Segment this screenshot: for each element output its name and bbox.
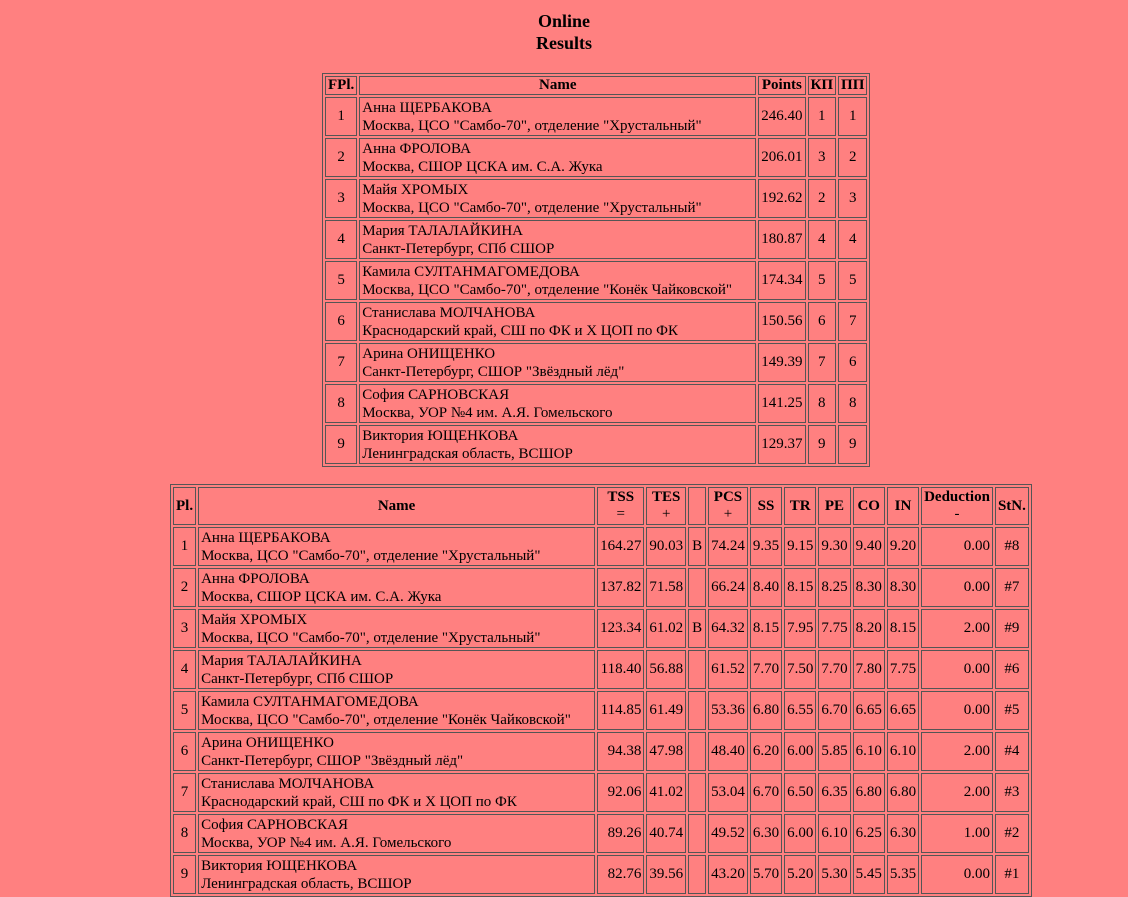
skater-cell — [198, 527, 595, 566]
skater-name[interactable]: Мария ТАЛАЛАЙКИНА — [362, 222, 524, 239]
pcs-cell: 66.24 — [708, 568, 748, 607]
tss-cell: 82.76 — [597, 855, 644, 894]
bonus-cell — [688, 650, 706, 689]
stn-cell: #6 — [995, 650, 1029, 689]
pe-cell: 6.10 — [818, 814, 850, 853]
kp-cell: 6 — [808, 302, 837, 341]
points-cell: 141.25 — [758, 384, 805, 423]
col-pp[interactable]: ПП — [838, 76, 867, 95]
skater-cell — [359, 343, 756, 382]
pe-cell: 6.35 — [818, 773, 850, 812]
place-cell: 8 — [325, 384, 357, 423]
skater-club: Москва, ЦСО "Самбо-70", отделение "Конёк Чайковской" — [201, 711, 571, 728]
in-cell: 6.30 — [887, 814, 919, 853]
col-pe[interactable]: PE — [818, 487, 850, 525]
tr-cell: 6.00 — [784, 814, 816, 853]
skater-name[interactable]: София САРНОВСКАЯ — [201, 816, 348, 833]
co-cell: 8.20 — [853, 609, 885, 648]
in-cell: 6.80 — [887, 773, 919, 812]
co-cell: 6.80 — [853, 773, 885, 812]
tr-cell: 7.95 — [784, 609, 816, 648]
kp-cell: 5 — [808, 261, 837, 300]
tss-cell: 118.40 — [597, 650, 644, 689]
deduction-cell: 2.00 — [921, 732, 993, 771]
place-cell: 8 — [173, 814, 196, 853]
place-cell: 6 — [325, 302, 357, 341]
co-cell: 6.25 — [853, 814, 885, 853]
skater-club: Москва, ЦСО "Самбо-70", отделение "Хрустальный" — [362, 199, 702, 216]
place-cell: 2 — [173, 568, 196, 607]
co-cell: 6.65 — [853, 691, 885, 730]
table-row — [325, 425, 867, 464]
skater-name[interactable]: Анна ЩЕРБАКОВА — [362, 99, 492, 116]
skater-cell — [198, 732, 595, 771]
pp-cell: 1 — [838, 97, 867, 136]
in-cell: 9.20 — [887, 527, 919, 566]
pe-cell: 7.70 — [818, 650, 850, 689]
bonus-cell: B — [688, 527, 706, 566]
deduction-cell: 2.00 — [921, 609, 993, 648]
bonus-cell — [688, 691, 706, 730]
pcs-cell: 53.36 — [708, 691, 748, 730]
pp-cell: 7 — [838, 302, 867, 341]
kp-cell: 1 — [808, 97, 837, 136]
pp-cell: 3 — [838, 179, 867, 218]
ss-cell: 6.80 — [750, 691, 782, 730]
table-row — [173, 732, 1029, 771]
skater-cell — [359, 179, 756, 218]
points-cell: 246.40 — [758, 97, 805, 136]
stn-cell: #8 — [995, 527, 1029, 566]
tss-cell: 94.38 — [597, 732, 644, 771]
place-cell: 4 — [173, 650, 196, 689]
table-row — [173, 814, 1029, 853]
skater-club: Москва, ЦСО "Самбо-70", отделение "Хрустальный" — [201, 547, 541, 564]
table-row — [325, 220, 867, 259]
col-ss[interactable]: SS — [750, 487, 782, 525]
points-cell: 192.62 — [758, 179, 805, 218]
points-cell: 149.39 — [758, 343, 805, 382]
skater-cell — [359, 97, 756, 136]
tes-cell: 71.58 — [646, 568, 686, 607]
points-cell: 129.37 — [758, 425, 805, 464]
skater-club: Москва, СШОР ЦСКА им. С.А. Жука — [201, 588, 442, 605]
skater-name[interactable]: Виктория ЮЩЕНКОВА — [201, 857, 358, 874]
skater-club: Москва, УОР №4 им. А.Я. Гомельского — [362, 404, 613, 421]
pe-cell: 5.30 — [818, 855, 850, 894]
kp-cell: 2 — [808, 179, 837, 218]
col-stn[interactable]: StN. — [995, 487, 1029, 525]
tr-cell: 8.15 — [784, 568, 816, 607]
col-kp[interactable]: КП — [808, 76, 837, 95]
place-cell: 7 — [325, 343, 357, 382]
table-row — [325, 261, 867, 300]
skater-name[interactable]: София САРНОВСКАЯ — [362, 386, 510, 403]
final-results-table — [322, 73, 870, 467]
skater-name[interactable]: Майя ХРОМЫХ — [201, 611, 308, 628]
table-row — [325, 138, 867, 177]
skater-club: Москва, ЦСО "Самбо-70", отделение "Хрустальный" — [362, 117, 702, 134]
pe-cell: 6.70 — [818, 691, 850, 730]
segment-results-table — [170, 484, 1032, 897]
col-in[interactable]: IN — [887, 487, 919, 525]
skater-cell — [198, 855, 595, 894]
skater-cell — [359, 302, 756, 341]
bonus-cell — [688, 732, 706, 771]
pp-cell: 4 — [838, 220, 867, 259]
points-cell: 174.34 — [758, 261, 805, 300]
skater-club: Краснодарский край, СШ по ФК и Х ЦОП по ФК — [362, 322, 678, 339]
skater-club: Москва, ЦСО "Самбо-70", отделение "Конёк Чайковской" — [362, 281, 732, 298]
table-row — [325, 343, 867, 382]
deduction-cell: 1.00 — [921, 814, 993, 853]
pcs-cell: 53.04 — [708, 773, 748, 812]
stn-cell: #1 — [995, 855, 1029, 894]
deduction-cell: 0.00 — [921, 568, 993, 607]
skater-club: Москва, ЦСО "Самбо-70", отделение "Хрустальный" — [201, 629, 541, 646]
skater-club: Санкт-Петербург, СПб СШОР — [362, 240, 555, 257]
tr-cell: 5.20 — [784, 855, 816, 894]
skater-club: Ленинградская область, ВСШОР — [201, 875, 412, 892]
pe-cell: 5.85 — [818, 732, 850, 771]
place-cell: 7 — [173, 773, 196, 812]
col-points[interactable]: Points — [758, 76, 805, 95]
kp-cell: 3 — [808, 138, 837, 177]
skater-club: Санкт-Петербург, СПб СШОР — [201, 670, 394, 687]
table-row — [173, 691, 1029, 730]
pe-cell: 9.30 — [818, 527, 850, 566]
tes-cell: 90.03 — [646, 527, 686, 566]
title-line-1: Online — [537, 11, 590, 31]
skater-name[interactable]: Арина ОНИЩЕНКО — [362, 345, 496, 362]
pp-cell: 5 — [838, 261, 867, 300]
ss-cell: 6.70 — [750, 773, 782, 812]
tss-cell: 114.85 — [597, 691, 644, 730]
skater-cell — [359, 261, 756, 300]
deduction-cell: 0.00 — [921, 527, 993, 566]
ss-cell: 7.70 — [750, 650, 782, 689]
tr-cell: 6.00 — [784, 732, 816, 771]
co-cell: 8.30 — [853, 568, 885, 607]
kp-cell: 4 — [808, 220, 837, 259]
ss-cell: 5.70 — [750, 855, 782, 894]
tr-cell: 6.55 — [784, 691, 816, 730]
deduction-cell: 0.00 — [921, 650, 993, 689]
skater-cell — [198, 609, 595, 648]
table-row — [173, 568, 1029, 607]
col-bonus — [688, 487, 706, 525]
stn-cell: #2 — [995, 814, 1029, 853]
skater-name[interactable]: Анна ФРОЛОВА — [201, 570, 310, 587]
in-cell: 6.65 — [887, 691, 919, 730]
skater-name[interactable]: Камила СУЛТАНМАГОМЕДОВА — [201, 693, 419, 710]
tr-cell: 6.50 — [784, 773, 816, 812]
table-header-row — [325, 76, 867, 95]
skater-cell — [359, 425, 756, 464]
tes-cell: 39.56 — [646, 855, 686, 894]
deduction-cell: 0.00 — [921, 691, 993, 730]
bonus-cell — [688, 855, 706, 894]
skater-name[interactable]: Анна ФРОЛОВА — [362, 140, 471, 157]
co-cell: 9.40 — [853, 527, 885, 566]
tes-cell: 61.02 — [646, 609, 686, 648]
pp-cell: 2 — [838, 138, 867, 177]
col-tss[interactable]: TSS = — [597, 487, 644, 525]
bonus-cell — [688, 814, 706, 853]
bonus-cell — [688, 568, 706, 607]
skater-cell — [198, 568, 595, 607]
place-cell: 5 — [173, 691, 196, 730]
place-cell: 2 — [325, 138, 357, 177]
pcs-cell: 74.24 — [708, 527, 748, 566]
stn-cell: #4 — [995, 732, 1029, 771]
table-row — [173, 855, 1029, 894]
table-row — [325, 179, 867, 218]
place-cell: 1 — [173, 527, 196, 566]
pcs-cell: 64.32 — [708, 609, 748, 648]
ss-cell: 8.40 — [750, 568, 782, 607]
deduction-cell: 0.00 — [921, 855, 993, 894]
pcs-cell: 43.20 — [708, 855, 748, 894]
place-cell: 9 — [173, 855, 196, 894]
kp-cell: 9 — [808, 425, 837, 464]
skater-club: Москва, УОР №4 им. А.Я. Гомельского — [201, 834, 452, 851]
skater-cell — [359, 220, 756, 259]
table-row — [173, 527, 1029, 566]
table-row — [325, 302, 867, 341]
co-cell: 5.45 — [853, 855, 885, 894]
skater-name[interactable]: Мария ТАЛАЛАЙКИНА — [201, 652, 362, 669]
tes-cell: 41.02 — [646, 773, 686, 812]
deduction-cell: 2.00 — [921, 773, 993, 812]
table-row — [173, 650, 1029, 689]
skater-cell — [359, 138, 756, 177]
tr-cell: 7.50 — [784, 650, 816, 689]
bonus-cell: B — [688, 609, 706, 648]
skater-name[interactable]: Арина ОНИЩЕНКО — [201, 734, 334, 751]
kp-cell: 8 — [808, 384, 837, 423]
skater-name[interactable]: Майя ХРОМЫХ — [362, 181, 469, 198]
pe-cell: 7.75 — [818, 609, 850, 648]
pcs-cell: 61.52 — [708, 650, 748, 689]
co-cell: 6.10 — [853, 732, 885, 771]
place-cell: 3 — [173, 609, 196, 648]
tss-cell: 92.06 — [597, 773, 644, 812]
pcs-cell: 48.40 — [708, 732, 748, 771]
ss-cell: 6.30 — [750, 814, 782, 853]
tss-cell: 137.82 — [597, 568, 644, 607]
table-row — [173, 773, 1029, 812]
place-cell: 9 — [325, 425, 357, 464]
tes-cell: 40.74 — [646, 814, 686, 853]
skater-cell — [198, 650, 595, 689]
tes-cell: 56.88 — [646, 650, 686, 689]
skater-name[interactable]: Виктория ЮЩЕНКОВА — [362, 427, 519, 444]
col-name[interactable]: Name — [198, 487, 595, 525]
pe-cell: 8.25 — [818, 568, 850, 607]
skater-cell — [198, 814, 595, 853]
stn-cell: #3 — [995, 773, 1029, 812]
in-cell: 8.15 — [887, 609, 919, 648]
pp-cell: 9 — [838, 425, 867, 464]
skater-club: Санкт-Петербург, СШОР "Звёздный лёд" — [201, 752, 464, 769]
col-place[interactable]: FPl. — [325, 76, 357, 95]
points-cell: 150.56 — [758, 302, 805, 341]
segment-results-body — [173, 527, 1029, 894]
col-name[interactable]: Name — [359, 76, 756, 95]
skater-name[interactable]: Станислава МОЛЧАНОВА — [362, 304, 536, 321]
tes-cell: 61.49 — [646, 691, 686, 730]
col-deduction[interactable]: Deduction - — [921, 487, 993, 525]
page-title — [0, 0, 1128, 54]
col-tes[interactable]: TES + — [646, 487, 686, 525]
tss-cell: 164.27 — [597, 527, 644, 566]
skater-club: Москва, СШОР ЦСКА им. С.А. Жука — [362, 158, 603, 175]
pp-cell: 8 — [838, 384, 867, 423]
co-cell: 7.80 — [853, 650, 885, 689]
place-cell: 3 — [325, 179, 357, 218]
skater-club: Санкт-Петербург, СШОР "Звёздный лёд" — [362, 363, 625, 380]
col-co[interactable]: CO — [853, 487, 885, 525]
table-header-row — [173, 487, 1029, 525]
table-row — [325, 384, 867, 423]
skater-name[interactable]: Камила СУЛТАНМАГОМЕДОВА — [362, 263, 580, 280]
place-cell: 6 — [173, 732, 196, 771]
pp-cell: 6 — [838, 343, 867, 382]
points-cell: 180.87 — [758, 220, 805, 259]
table-row — [173, 609, 1029, 648]
place-cell: 1 — [325, 97, 357, 136]
bonus-cell — [688, 773, 706, 812]
stn-cell: #5 — [995, 691, 1029, 730]
col-pcs[interactable]: PCS + — [708, 487, 748, 525]
tes-cell: 47.98 — [646, 732, 686, 771]
in-cell: 5.35 — [887, 855, 919, 894]
pcs-cell: 49.52 — [708, 814, 748, 853]
skater-name[interactable]: Анна ЩЕРБАКОВА — [201, 529, 331, 546]
ss-cell: 8.15 — [750, 609, 782, 648]
stn-cell: #9 — [995, 609, 1029, 648]
stn-cell: #7 — [995, 568, 1029, 607]
kp-cell: 7 — [808, 343, 837, 382]
place-cell: 4 — [325, 220, 357, 259]
in-cell: 6.10 — [887, 732, 919, 771]
col-place[interactable]: Pl. — [173, 487, 196, 525]
tss-cell: 89.26 — [597, 814, 644, 853]
ss-cell: 6.20 — [750, 732, 782, 771]
skater-cell — [359, 384, 756, 423]
skater-cell — [198, 773, 595, 812]
in-cell: 7.75 — [887, 650, 919, 689]
skater-club: Краснодарский край, СШ по ФК и Х ЦОП по ФК — [201, 793, 517, 810]
ss-cell: 9.35 — [750, 527, 782, 566]
col-tr[interactable]: TR — [784, 487, 816, 525]
tss-cell: 123.34 — [597, 609, 644, 648]
skater-club: Ленинградская область, ВСШОР — [362, 445, 573, 462]
table-row — [325, 97, 867, 136]
skater-cell — [198, 691, 595, 730]
place-cell: 5 — [325, 261, 357, 300]
in-cell: 8.30 — [887, 568, 919, 607]
title-line-2: Results — [535, 33, 592, 53]
points-cell: 206.01 — [758, 138, 805, 177]
tr-cell: 9.15 — [784, 527, 816, 566]
skater-name[interactable]: Станислава МОЛЧАНОВА — [201, 775, 375, 792]
final-results-body — [325, 97, 867, 464]
